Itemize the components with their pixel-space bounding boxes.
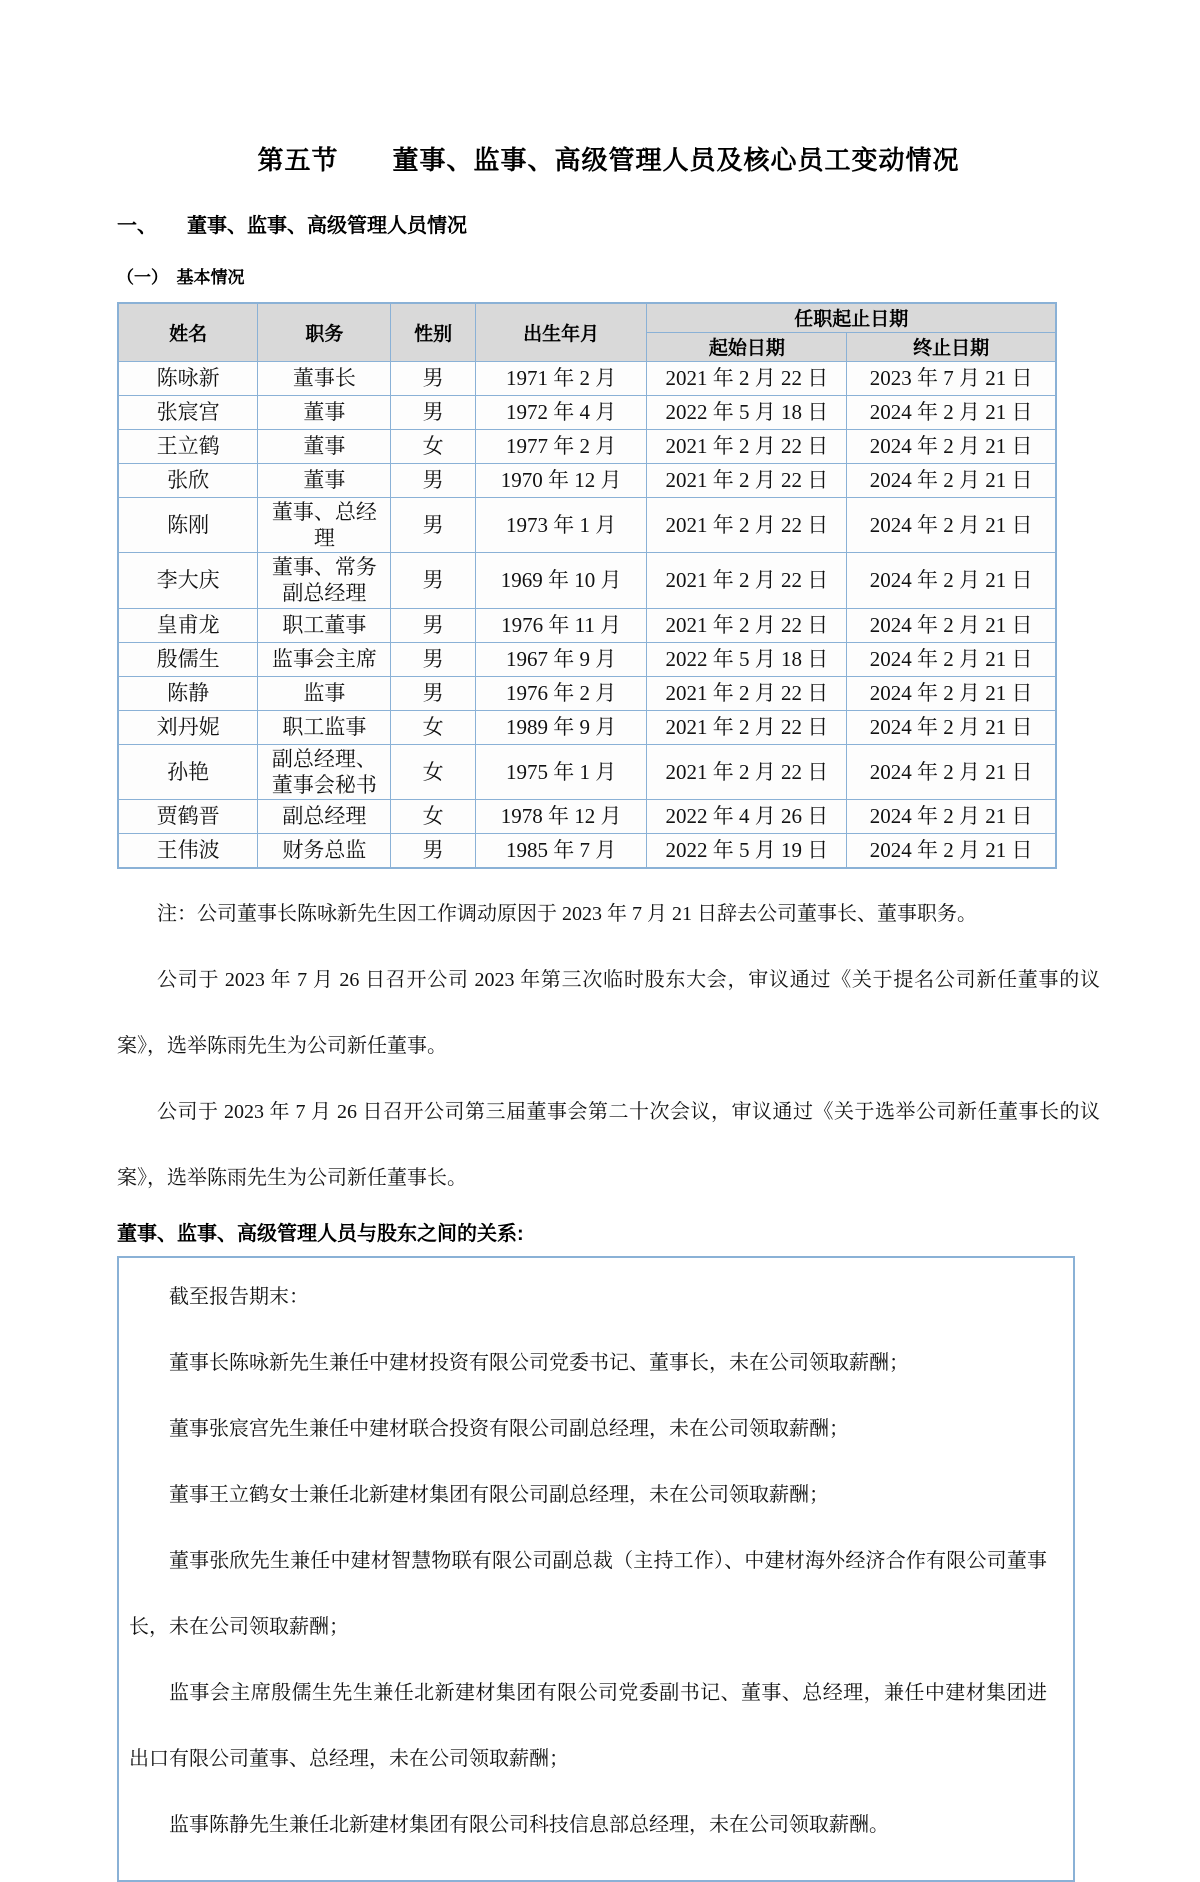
table-cell-start: 2021 年 2 月 22 日 [647,429,847,463]
table-body [118,361,1056,868]
table-cell-gender: 男 [391,676,475,710]
table-cell-name: 陈咏新 [118,361,258,395]
table-cell-name: 李大庆 [118,553,258,609]
table-cell-birth: 1973 年 1 月 [475,497,647,553]
table-row [118,429,1056,463]
table-row [118,744,1056,800]
table-cell-birth: 1972 年 4 月 [475,395,647,429]
table-cell-gender: 男 [391,834,475,868]
table-cell-gender: 女 [391,800,475,834]
table-cell-start: 2022 年 5 月 18 日 [647,642,847,676]
table-row [118,361,1056,395]
table-row [118,800,1056,834]
table-cell-position: 职工董事 [258,608,391,642]
col-header-term: 任职起止日期 [647,303,1056,332]
table-cell-end: 2024 年 2 月 21 日 [847,744,1056,800]
col-header-gender: 性别 [391,303,475,361]
relations-line: 董事张宸宫先生兼任中建材联合投资有限公司副总经理，未在公司领取薪酬； [169,1417,849,1440]
table-cell-name: 王立鹤 [118,429,258,463]
table-cell-birth: 1976 年 11 月 [475,608,647,642]
table-cell-position: 董事 [258,463,391,497]
table-cell-position: 董事长 [258,361,391,395]
table-row [118,676,1056,710]
table-cell-gender: 男 [391,642,475,676]
table-cell-name: 刘丹妮 [118,710,258,744]
table-cell-gender: 女 [391,429,475,463]
table-cell-start: 2021 年 2 月 22 日 [647,676,847,710]
table-cell-gender: 男 [391,553,475,609]
table-cell-start: 2021 年 2 月 22 日 [647,361,847,395]
note-paragraph: 注：公司董事长陈咏新先生因工作调动原因于 2023 年 7 月 21 日辞去公司董事长、董事职务。 [157,902,977,925]
table-cell-birth: 1976 年 2 月 [475,676,647,710]
relations-line: 董事张欣先生兼任中建材智慧物联有限公司副总裁（主持工作）、中建材海外经济合作有限公司董事长，未在公司领取薪酬； [129,1549,1047,1638]
table-cell-end: 2024 年 2 月 21 日 [847,676,1056,710]
col-header-start-date: 起始日期 [647,332,847,361]
table-cell-gender: 女 [391,744,475,800]
table-cell-position: 董事 [258,395,391,429]
table-cell-start: 2021 年 2 月 22 日 [647,744,847,800]
table-cell-position: 副总经理、董事会秘书 [258,744,391,800]
table-cell-start: 2021 年 2 月 22 日 [647,497,847,553]
subsection-heading-basic-info: （一） 基本情况 [117,268,245,287]
table-row [118,395,1056,429]
table-cell-gender: 女 [391,710,475,744]
table-cell-position: 董事、常务副总经理 [258,553,391,609]
table-row [118,497,1056,553]
table-cell-name: 陈刚 [118,497,258,553]
relations-line: 截至报告期末： [169,1285,309,1308]
col-header-end-date: 终止日期 [847,332,1056,361]
relations-line: 监事陈静先生兼任北新建材集团有限公司科技信息部总经理，未在公司领取薪酬。 [169,1813,889,1836]
table-cell-name: 王伟波 [118,834,258,868]
table-cell-gender: 男 [391,361,475,395]
table-cell-name: 皇甫龙 [118,608,258,642]
relations-line: 监事会主席殷儒生先生兼任北新建材集团有限公司党委副书记、董事、总经理，兼任中建材集团进出口有限公司董事、总经理，未在公司领取薪酬； [129,1681,1047,1770]
table-cell-birth: 1971 年 2 月 [475,361,647,395]
table-cell-birth: 1985 年 7 月 [475,834,647,868]
table-cell-name: 贾鹤晋 [118,800,258,834]
table-cell-position: 监事 [258,676,391,710]
table-cell-position: 董事、总经理 [258,497,391,553]
relations-line: 董事王立鹤女士兼任北新建材集团有限公司副总经理，未在公司领取薪酬； [169,1483,829,1506]
col-header-name: 姓名 [118,303,258,361]
table-cell-end: 2024 年 2 月 21 日 [847,395,1056,429]
table-cell-end: 2024 年 2 月 21 日 [847,429,1056,463]
table-cell-gender: 男 [391,463,475,497]
relations-heading: 董事、监事、高级管理人员与股东之间的关系: [117,1222,524,1245]
table-cell-start: 2022 年 5 月 19 日 [647,834,847,868]
table-cell-end: 2024 年 2 月 21 日 [847,497,1056,553]
table-cell-name: 张宸宫 [118,395,258,429]
table-cell-start: 2021 年 2 月 22 日 [647,553,847,609]
table-cell-name: 殷儒生 [118,642,258,676]
table-cell-position: 董事 [258,429,391,463]
table-cell-end: 2024 年 2 月 21 日 [847,834,1056,868]
management-table [117,302,1057,869]
table-cell-end: 2024 年 2 月 21 日 [847,642,1056,676]
table-cell-position: 副总经理 [258,800,391,834]
table-cell-end: 2024 年 2 月 21 日 [847,710,1056,744]
table-cell-start: 2021 年 2 月 22 日 [647,710,847,744]
table-cell-start: 2021 年 2 月 22 日 [647,608,847,642]
table-cell-start: 2021 年 2 月 22 日 [647,463,847,497]
col-header-position: 职务 [258,303,391,361]
section-heading-management: 一、 董事、监事、高级管理人员情况 [117,215,467,237]
table-cell-gender: 男 [391,395,475,429]
table-cell-name: 陈静 [118,676,258,710]
table-cell-birth: 1969 年 10 月 [475,553,647,609]
table-cell-birth: 1977 年 2 月 [475,429,647,463]
table-cell-position: 监事会主席 [258,642,391,676]
table-cell-end: 2024 年 2 月 21 日 [847,463,1056,497]
relations-line: 董事长陈咏新先生兼任中建材投资有限公司党委书记、董事长，未在公司领取薪酬； [169,1351,909,1374]
table-cell-birth: 1970 年 12 月 [475,463,647,497]
table-row [118,834,1056,868]
table-cell-birth: 1989 年 9 月 [475,710,647,744]
table-row [118,463,1056,497]
paragraph-shareholder-meeting: 公司于 2023 年 7 月 26 日召开公司 2023 年第三次临时股东大会，审议通过《关于提名公司新任董事的议案》，选举陈雨先生为公司新任董事。 [117,968,1100,1057]
table-cell-position: 财务总监 [258,834,391,868]
table-row [118,710,1056,744]
relations-box [117,1256,1075,1882]
table-cell-start: 2022 年 4 月 26 日 [647,800,847,834]
table-row [118,553,1056,609]
table-header [118,303,1056,361]
col-header-birth: 出生年月 [475,303,647,361]
table-cell-name: 孙艳 [118,744,258,800]
table-cell-gender: 男 [391,497,475,553]
table-cell-end: 2024 年 2 月 21 日 [847,608,1056,642]
table-row [118,608,1056,642]
table-cell-end: 2023 年 7 月 21 日 [847,361,1056,395]
table-cell-birth: 1975 年 1 月 [475,744,647,800]
table-cell-gender: 男 [391,608,475,642]
table-cell-name: 张欣 [118,463,258,497]
table-row [118,642,1056,676]
table-cell-birth: 1978 年 12 月 [475,800,647,834]
table-cell-end: 2024 年 2 月 21 日 [847,800,1056,834]
table-cell-position: 职工监事 [258,710,391,744]
table-cell-birth: 1967 年 9 月 [475,642,647,676]
table-cell-start: 2022 年 5 月 18 日 [647,395,847,429]
paragraph-board-meeting: 公司于 2023 年 7 月 26 日召开公司第三届董事会第二十次会议，审议通过《关于选举公司新任董事长的议案》，选举陈雨先生为公司新任董事长。 [117,1100,1100,1189]
table-cell-end: 2024 年 2 月 21 日 [847,553,1056,609]
page-title: 第五节 董事、监事、高级管理人员及核心员工变动情况 [257,145,960,175]
